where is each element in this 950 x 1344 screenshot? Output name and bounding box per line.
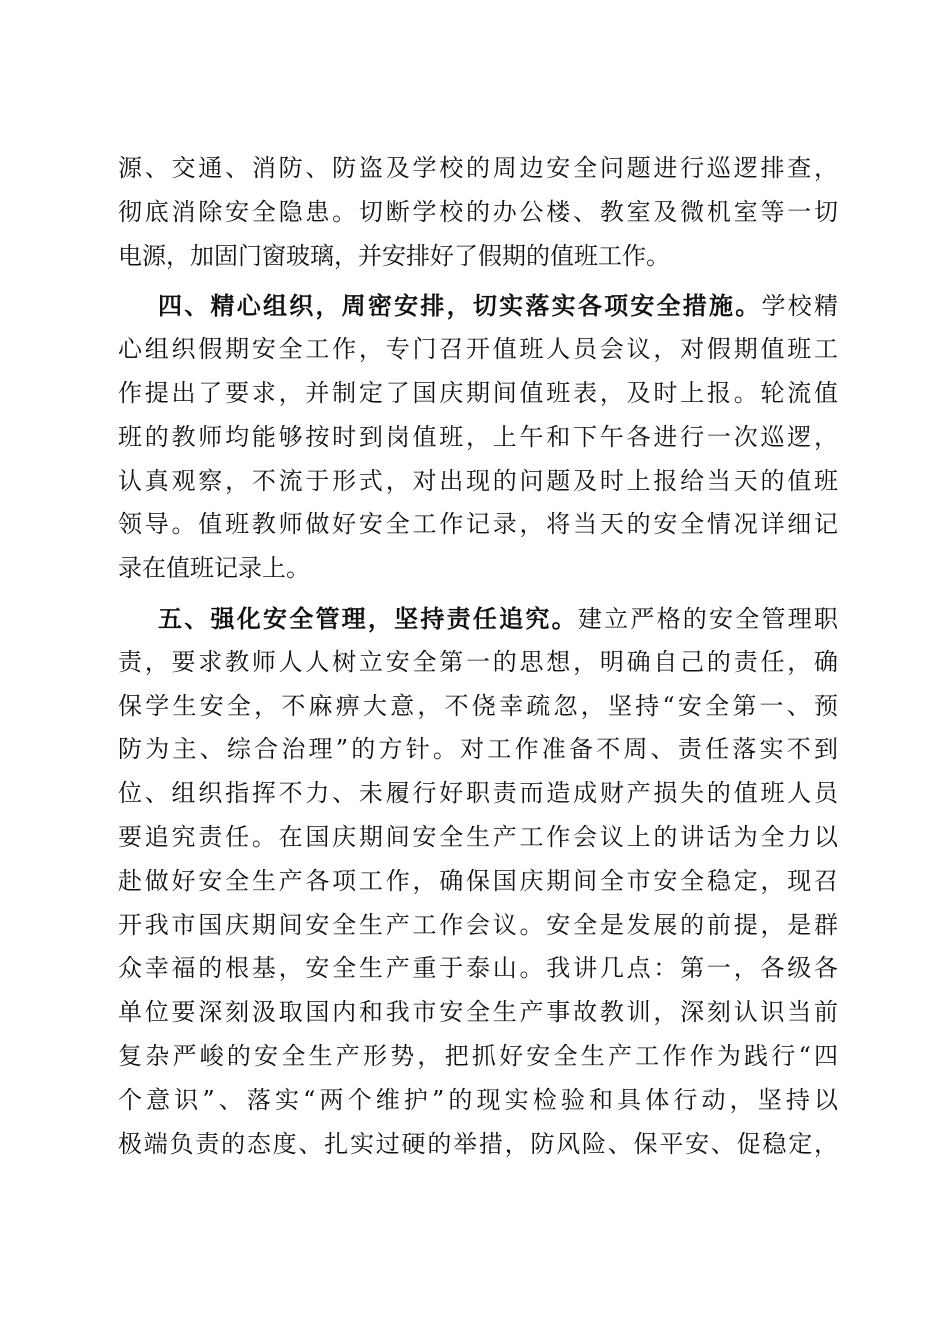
text-line: 班的教师均能够按时到岗值班，上午和下午各进行一次巡逻， [118,422,838,451]
text-line [118,597,838,641]
text-line: 复杂严峻的安全生产形势，把抓好安全生产工作作为践行“四 [118,1041,838,1070]
section-heading: 五、强化安全管理，坚持责任追究。 [158,603,578,633]
text-line: 电源，加固门窗玻璃，并安排好了假期的值班工作。 [118,241,670,270]
text-line: 位、组织指挥不力、未履行好职责而造成财产损失的值班人员 [118,779,838,808]
text-line: 极端负责的态度、扎实过硬的举措，防风险、保平安、促稳定， [118,1129,838,1158]
text-line: 要追究责任。在国庆期间安全生产工作会议上的讲话为全力以 [118,822,838,851]
text-line: 源、交通、消防、防盗及学校的周边安全问题进行巡逻排查， [118,154,838,182]
paragraph-section-four [118,284,838,591]
text-line: 录在值班记录上。 [118,554,310,583]
text-line: 赴做好安全生产各项工作，确保国庆期间全市安全稳定，现召 [118,866,838,895]
text-line: 单位要深刻汲取国内和我市安全生产事故教训，深刻认识当前 [118,998,838,1027]
text-line: 个意识”、落实“两个维护”的现实检验和具体行动，坚持以 [118,1085,838,1114]
text-line: 防为主、综合治理”的方针。对工作准备不周、责任落实不到 [118,735,838,764]
text-fragment: 建立严格的安全管理职 [577,604,839,633]
text-line: 认真观察，不流于形式，对出现的问题及时上报给当天的值班 [118,466,838,495]
text-line: 保学生安全，不麻痹大意，不侥幸疏忽，坚持“安全第一、预 [118,691,838,720]
text-line: 作提出了要求，并制定了国庆期间值班表，及时上报。轮流值 [118,378,838,407]
text-line: 彻底消除安全隐患。切断学校的办公楼、教室及微机室等一切 [118,197,838,226]
paragraph-section-five [118,597,838,1166]
document-body [118,147,838,1166]
text-fragment: 学校精 [761,292,839,321]
text-line: 众幸福的根基，安全生产重于泰山。我讲几点：第一，各级各 [118,954,838,983]
section-heading: 四、精心组织，周密安排，切实落实各项安全措施。 [158,291,762,321]
text-line: 责，要求教师人人树立安全第一的思想，明确自己的责任，确 [118,647,838,676]
text-line: 心组织假期安全工作，专门召开值班人员会议，对假期值班工 [118,335,838,364]
paragraph-continuation [118,147,838,278]
text-line [118,284,838,328]
text-line: 开我市国庆期间安全生产工作会议。安全是发展的前提，是群 [118,910,838,939]
text-line: 领导。值班教师做好安全工作记录，将当天的安全情况详细记 [118,510,838,539]
